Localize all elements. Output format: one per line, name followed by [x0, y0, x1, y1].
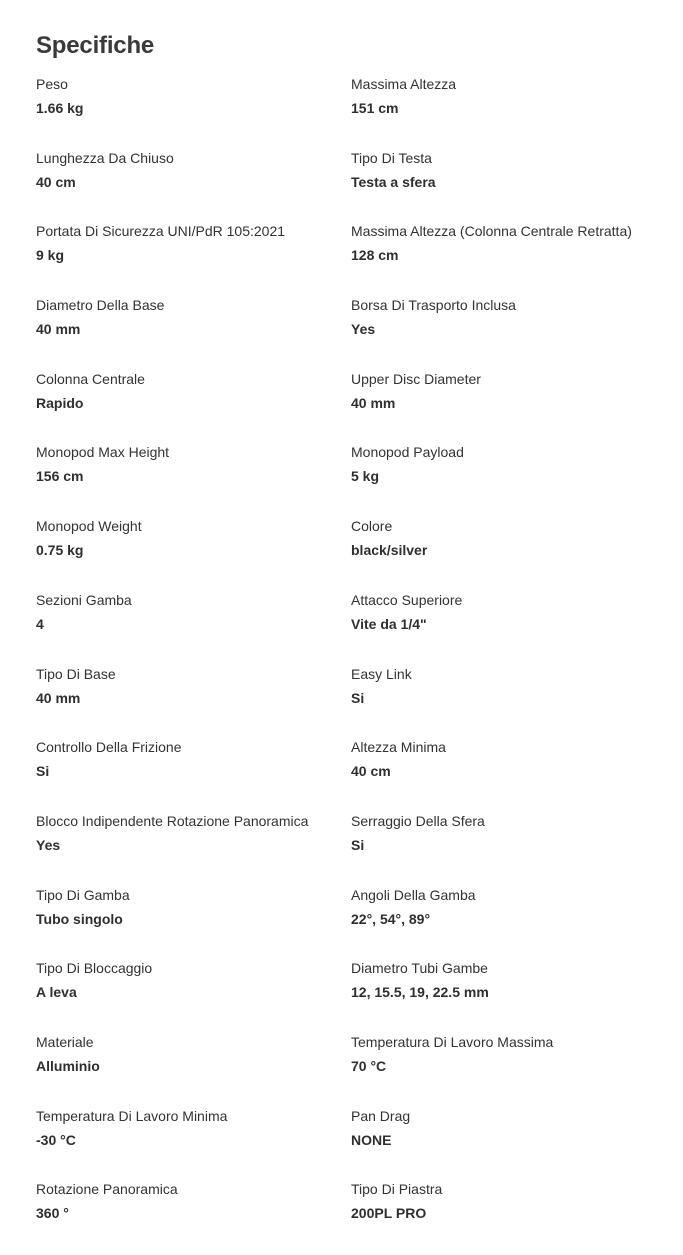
spec-value: 156 cm — [36, 468, 84, 485]
spec-value: -30 °C — [36, 1131, 76, 1148]
spec-item — [351, 1033, 656, 1107]
spec-label: Temperatura Di Lavoro Massima — [351, 1033, 554, 1050]
spec-label: Colonna Centrale — [36, 370, 145, 387]
spec-item — [36, 1180, 351, 1254]
spec-value: 128 cm — [351, 247, 399, 264]
spec-value: black/silver — [351, 542, 428, 559]
spec-label: Monopod Weight — [36, 518, 142, 535]
spec-label: Sezioni Gamba — [36, 591, 132, 608]
spec-item — [36, 812, 351, 886]
spec-item — [36, 370, 351, 444]
spec-item — [36, 1033, 351, 1107]
spec-label: Tipo Di Piastra — [351, 1181, 443, 1198]
spec-label: Monopod Payload — [351, 444, 464, 461]
spec-label: Massima Altezza (Colonna Centrale Retratta) — [351, 223, 632, 240]
spec-value: 1.66 kg — [36, 100, 84, 116]
spec-value: Si — [36, 763, 50, 780]
spec-label: Diametro Della Base — [36, 297, 165, 314]
spec-label: Diametro Tubi Gambe — [351, 960, 488, 977]
spec-item — [36, 665, 351, 739]
spec-label: Temperatura Di Lavoro Minima — [36, 1107, 228, 1124]
spec-value: 40 mm — [351, 394, 396, 411]
specs-grid — [36, 75, 656, 1254]
spec-item — [36, 149, 351, 223]
spec-item — [351, 959, 656, 1033]
spec-value: 4 — [36, 615, 44, 632]
spec-value: Si — [351, 689, 365, 706]
spec-item — [36, 886, 351, 960]
spec-item — [351, 222, 656, 296]
spec-label: Blocco Indipendente Rotazione Panoramica — [36, 812, 309, 829]
spec-item — [36, 443, 351, 517]
spec-item — [36, 75, 351, 149]
spec-label: Massima Altezza — [351, 76, 457, 92]
spec-label: Lunghezza Da Chiuso — [36, 149, 174, 166]
spec-item — [351, 296, 656, 370]
spec-label: Easy Link — [351, 665, 412, 682]
spec-item — [351, 665, 656, 739]
spec-label: Attacco Superiore — [351, 591, 463, 608]
specifications-section — [36, 30, 656, 1254]
spec-item — [351, 443, 656, 517]
spec-label: Pan Drag — [351, 1107, 411, 1124]
spec-item — [351, 812, 656, 886]
spec-item — [36, 738, 351, 812]
spec-label: Monopod Max Height — [36, 444, 170, 461]
spec-label: Upper Disc Diameter — [351, 370, 481, 387]
spec-item — [36, 296, 351, 370]
spec-item — [36, 959, 351, 1033]
spec-item — [36, 1107, 351, 1181]
spec-value: 5 kg — [351, 468, 380, 485]
spec-value: 9 kg — [36, 247, 65, 264]
spec-value: Tubo singolo — [36, 910, 123, 927]
spec-value: 40 cm — [351, 763, 391, 780]
spec-item — [36, 222, 351, 296]
spec-value: 22°, 54°, 89° — [351, 910, 431, 927]
spec-value: 70 °C — [351, 1057, 387, 1074]
spec-item — [351, 517, 656, 591]
spec-value: 0.75 kg — [36, 542, 84, 559]
spec-label: Tipo Di Testa — [351, 149, 432, 166]
spec-label: Controllo Della Frizione — [36, 739, 182, 756]
spec-item — [351, 370, 656, 444]
spec-label: Angoli Della Gamba — [351, 886, 476, 903]
spec-item — [351, 591, 656, 665]
spec-item — [351, 149, 656, 223]
spec-item — [351, 75, 656, 149]
spec-item — [36, 517, 351, 591]
spec-value: Si — [351, 836, 365, 853]
spec-label: Portata Di Sicurezza UNI/PdR 105:2021 — [36, 223, 286, 240]
spec-item — [351, 1107, 656, 1181]
spec-label: Borsa Di Trasporto Inclusa — [351, 297, 516, 314]
spec-value: 40 mm — [36, 321, 81, 338]
spec-item — [351, 886, 656, 960]
spec-value: Yes — [36, 836, 61, 853]
spec-item — [36, 591, 351, 665]
spec-label: Peso — [36, 76, 68, 92]
spec-label: Rotazione Panoramica — [36, 1181, 178, 1198]
spec-value: Rapido — [36, 394, 84, 411]
spec-label: Materiale — [36, 1033, 94, 1050]
spec-value: 200PL PRO — [351, 1205, 427, 1222]
spec-label: Tipo Di Bloccaggio — [36, 960, 153, 977]
spec-value: 360 ° — [36, 1205, 69, 1222]
spec-value: Yes — [351, 321, 376, 338]
spec-label: Serraggio Della Sfera — [351, 812, 485, 829]
spec-item — [351, 1180, 656, 1254]
spec-value: 40 cm — [36, 173, 76, 190]
spec-label: Altezza Minima — [351, 739, 446, 756]
spec-value: Alluminio — [36, 1057, 100, 1074]
spec-value: Testa a sfera — [351, 173, 436, 190]
spec-label: Colore — [351, 518, 393, 535]
section-title: Specifiche — [36, 32, 155, 59]
spec-item — [351, 738, 656, 812]
spec-label: Tipo Di Gamba — [36, 886, 130, 903]
spec-value: Vite da 1/4" — [351, 615, 427, 632]
spec-value: 151 cm — [351, 100, 399, 116]
spec-label: Tipo Di Base — [36, 665, 116, 682]
spec-value: 12, 15.5, 19, 22.5 mm — [351, 984, 489, 1001]
spec-value: NONE — [351, 1131, 392, 1148]
spec-value: 40 mm — [36, 689, 81, 706]
spec-value: A leva — [36, 984, 77, 1001]
